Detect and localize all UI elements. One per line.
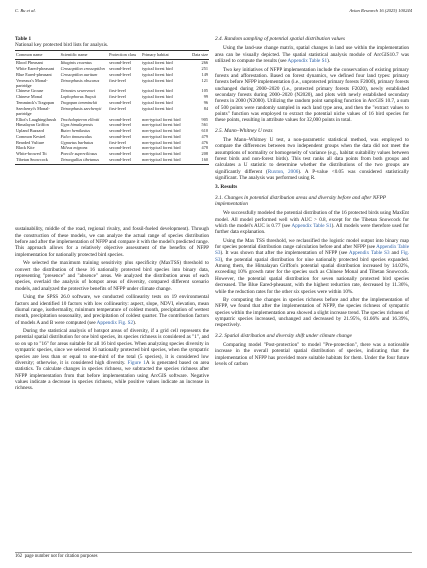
cell-scientific-name: Buteo hemilasius: [60, 128, 91, 134]
paragraph: [215, 238, 409, 295]
cell-scientific-name: Tetraophasis szechenyii: [60, 105, 102, 111]
running-header-authors: C. Bu et al.: [15, 8, 36, 13]
cell-protection-class: second-level: [109, 151, 131, 157]
text-run: During the statistical analysis of hotspot areas of diversity, if a grid cell represents the potential spatial distribution for one bird species, its species richness is considered as "1", and so on up to "16" for areas suitable for all 16 bird species. When analyzing species diversity in sympatric species, since we selected 16 nationally protected bird species, when the sympatric species are less than or equal to one-third of the total (5 species), it is considered low diversity; otherwise, it is considered high diversity.: [15, 328, 209, 366]
footer: [15, 554, 97, 559]
section-heading: 3.1. Changes in potential distribution areas and diversity before and after NFPP implementation: [215, 194, 386, 207]
running-header-journal: Avian Research 16 (2025) 100244: [349, 8, 412, 13]
paragraph: Comparing model "Post-protection" to model "Pre-protection", there was a noticeable increase in the overall potential spatial distribution of species, indicating that the implementation of NFPP has provided more suitable habitats for them. Under the four future levels of carbon: [215, 342, 409, 368]
cell-protection-class: second-level: [108, 157, 141, 165]
cell-data-size: 266: [201, 60, 208, 66]
cell-primary-habitat: typical forest bird: [142, 66, 173, 72]
paragraph: [15, 328, 209, 391]
appendix-link[interactable]: Appendix Table S3: [348, 250, 390, 257]
cell-protection-class: second-level: [109, 145, 131, 151]
cell-data-size: 251: [201, 66, 208, 72]
right-column: [215, 36, 409, 370]
cell-common-name: Bearded Vulture: [16, 139, 45, 145]
text-run: Using the land-use change matrix, spatial changes in land use within the implementation area can be visually depicted. The spatial statistical analysis module of ArcGIS10.7 was utilized to compute the results (see: [215, 45, 409, 64]
footer-divider: [15, 552, 412, 553]
cell-scientific-name: Poecile superciliosus: [60, 151, 98, 157]
section-heading: 2.4. Random sampling of potential spatial distribution values: [215, 36, 345, 42]
cell-primary-habitat: non-typical forest bird: [142, 133, 181, 139]
cell-scientific-name: Crossoptilon auritum: [60, 71, 98, 77]
cell-primary-habitat: typical forest bird: [142, 105, 173, 111]
cell-data-size: 149: [201, 71, 208, 77]
cell-common-name: Chinese Monal: [16, 94, 43, 100]
cell-protection-class: first-level: [109, 77, 126, 83]
table-row: [15, 157, 209, 165]
text-run: ), the potential spatial distribution for nine nationally protected bird species expanded. Among them, the Himalayan Griffon's potential spatial distribution increased by 14.02%, exceeding 10% growth rater for the species such as Chinese Monal and Tibetan Snowcock. However, the potential spatial distribution for seven nationally protected bird species decreased. The Blue Eared-pheasant, with the highest reduction rate, decreased by 11.36%, while the reduction rates for the other six species were within 10%.: [215, 256, 409, 295]
cell-common-name: Upland Buzzard: [16, 128, 45, 134]
cell-primary-habitat: non-typical forest bird: [142, 151, 181, 157]
cell-data-size: 478: [201, 145, 208, 151]
cell-scientific-name: Tetraophasis obscurus: [60, 77, 100, 83]
cell-scientific-name: Trochalopteron elliotii: [60, 116, 100, 122]
paragraph: sustainability, middle of the road, regional rivalry, and fossil-fueled development). Through the construction of these models, we can analyze the actual range of species distribution before and after the implementation of NFPP and compare it with the model's predicted range. This approach allows for a relatively objective assessment of the benefits of NFPP implementation for nationally protected bird species.: [15, 226, 209, 258]
cell-common-name: Tibetan Snowcock: [15, 157, 60, 165]
paragraph: [215, 137, 409, 181]
cell-common-name: White-browed Tit: [16, 151, 47, 157]
table-row: [15, 139, 209, 145]
cell-protection-class: second-level: [109, 122, 131, 128]
text-run: Using the SPSS 26.0 software, we conducted collinearity tests on 19 environmental factors and identified 10 factors with low collinearity: aspect, slope, NDVI, elevation, mean diurnal range, isothermality, minimum temperature of coldest month, precipitation of wettest month, precipitation seasonality, and precipitation of coldest quarter. The contribution factors of models A and B were computed (see: [15, 294, 209, 326]
cell-data-size: 105: [201, 88, 208, 94]
page-number: 162: [15, 554, 23, 559]
col-header-common-name: Common name: [15, 51, 60, 60]
footer-note: page number not for citation purposes: [24, 554, 98, 559]
cell-protection-class: first-level: [109, 94, 126, 100]
cell-primary-habitat: non-typical forest bird: [142, 128, 181, 134]
cell-common-name: White Eared-pheasant: [16, 66, 55, 72]
cell-common-name: Chinese Grouse: [16, 88, 44, 94]
paragraph: [15, 294, 209, 326]
citation-link[interactable]: Ruxton, 2006: [267, 168, 299, 175]
table-container: [15, 50, 209, 221]
cell-data-size: 99: [203, 94, 208, 100]
section-heading: 2.5. Mann–Whitney U tests: [215, 127, 273, 134]
table-row: [15, 116, 209, 122]
cell-protection-class: second-level: [109, 99, 131, 105]
cell-common-name: Szechenyi's Monal-partridge: [16, 105, 50, 116]
cell-scientific-name: Milvus migrans: [60, 145, 88, 151]
paragraph: Two key initiatives of NFPP implementation include the conservation of existing primary forests and afforestation. Based on forest dynamics, we defined four land types: primary forests before NFPP implementation (i.e., unprotected primary forests F2000), primary forests unchanged during 2000–2020 (i.e., protected primary forests F2020), newly established secondary forests during 2000–2020 (N2020), and plots with newly established secondary forests in 2000 (N2000). Utilizing the random point sampling function in ArcGIS 10.7, a sum of 500 points were randomly sampled in each land type area, and then the "extract values to points" function was employed to extract the potential niche values of 16 bird species for these points, resulting in attribute values for 32,000 points in total.: [215, 66, 409, 124]
section-heading: 3. Results: [215, 184, 238, 191]
cell-common-name: Himalayan Griffon: [16, 122, 49, 128]
cell-common-name: Blue Eared-pheasant: [16, 71, 52, 77]
table-body: [15, 59, 209, 164]
cell-common-name: Common Kestrel: [16, 133, 46, 139]
cell-protection-class: second-level: [109, 66, 131, 72]
col-header-data-size: Data size: [184, 51, 209, 60]
cell-common-name: Verreaux's Monal-partridge: [16, 77, 48, 88]
cell-common-name: Black Kite: [16, 145, 35, 151]
text-run: We successfully modeled the potential distribution of the 16 protected birds using MaxEnt model. All model performed well with AUC > 0.8, except for the Tibetan Snowcock for which the model's AUC is 0.77 (see: [215, 210, 409, 229]
cell-scientific-name: Tragopan temminckii: [60, 99, 98, 105]
table-row: [15, 122, 209, 128]
appendix-link[interactable]: Appendix Table S1: [291, 222, 332, 229]
cell-data-size: 160: [184, 157, 209, 165]
table-caption: National key protected bird lists for analysis.: [15, 42, 109, 49]
cell-scientific-name: Lophophorus lhuysii: [60, 94, 97, 100]
bird-species-table: [15, 50, 209, 165]
cell-scientific-name: Crossoptilon crossoptilon: [60, 66, 105, 72]
table-row: [15, 151, 209, 157]
cell-primary-habitat: non-typical forest bird: [142, 122, 181, 128]
cell-primary-habitat: typical forest bird: [142, 60, 173, 66]
cell-common-name: Elliot's Laughingthrush: [16, 116, 57, 122]
cell-common-name: Blood Pheasant: [16, 60, 43, 66]
cell-scientific-name: Gyps himalayensis: [60, 122, 93, 128]
paragraph: [215, 45, 409, 64]
cell-scientific-name: Tetraogallus tibetanus: [60, 157, 109, 165]
paragraph: [215, 210, 409, 235]
cell-data-size: 479: [201, 133, 208, 139]
cell-data-size: 208: [201, 151, 208, 157]
cell-data-size: 121: [201, 77, 208, 83]
cell-primary-habitat: non-typical forest bird: [142, 139, 181, 145]
cell-primary-habitat: typical forest bird: [142, 77, 173, 83]
figure-link[interactable]: Figure 1: [127, 359, 146, 366]
col-header-scientific-name: Scientific name: [60, 51, 109, 60]
section-heading: 3.2. Spatial distribution and diversity shift under climate change: [215, 332, 352, 339]
table-row: [15, 77, 209, 88]
text-run: ).: [327, 57, 331, 64]
cell-protection-class: second-level: [109, 128, 131, 134]
cell-primary-habitat: typical forest bird: [142, 88, 173, 94]
cell-data-size: 905: [201, 116, 208, 122]
cell-protection-class: second-level: [109, 116, 131, 122]
text-run: ). It was shown that after the implementation of NFPP (see: [220, 250, 349, 257]
cell-data-size: 476: [201, 139, 208, 145]
cell-protection-class: second-level: [109, 60, 131, 66]
text-run: and: [389, 250, 401, 257]
cell-data-size: 610: [201, 128, 208, 134]
text-run: The Mann–Whitney U test, a non-parametric statistical method, was employed to compare the differences between two independent groups when the data did not meet the assumptions of normality or homogeneity of variance (e.g., habitat suitability values between forest birds and non-forest birds). This test ranks all data points from both groups and calculates a U statistic to determine whether the distributions of the two groups are significantly different (: [215, 136, 409, 175]
col-header-protection-class: Protection class: [108, 51, 141, 60]
cell-data-size: 561: [201, 122, 208, 128]
appendix-link[interactable]: Appendix Table S3: [215, 244, 409, 257]
cell-data-size: 96: [203, 99, 208, 105]
cell-primary-habitat: typical forest bird: [142, 71, 173, 77]
cell-scientific-name: Ithaginis cruentus: [60, 60, 92, 66]
cell-protection-class: first-level: [109, 88, 126, 94]
cell-scientific-name: Falco tinnunculus: [60, 133, 92, 139]
left-column: [15, 36, 209, 394]
text-run: A is generated based on area statistics. To calculate changes in species richness, we subtracted the species richness after NFPP implementation from that before implementation using ArcGIS software. Negative values indicate a decrease in species richness, while positive values indicate an increase in richness.: [15, 359, 209, 392]
cell-protection-class: first-level: [109, 105, 126, 111]
cell-common-name: Temminck's Tragopan: [16, 99, 55, 105]
cell-scientific-name: Gypaetus barbatus: [60, 139, 94, 145]
cell-protection-class: first-level: [109, 139, 126, 145]
cell-primary-habitat: non-typical forest bird: [142, 145, 181, 151]
cell-protection-class: second-level: [109, 133, 131, 139]
text-run: Using the Max TSS threshold, we reclassified the logistic model output into binary map for species potential distribution range calculation before and after NFPP (see: [215, 237, 409, 251]
cell-primary-habitat: non-typical forest bird: [142, 116, 181, 122]
col-header-primary-habitat: Primary habitat: [141, 51, 184, 60]
appendix-link[interactable]: Appendix Fig. S2: [96, 319, 134, 326]
table-row: [15, 134, 209, 140]
table-title: Table 1: [15, 36, 32, 42]
text-run: ).: [133, 319, 137, 326]
figure-link[interactable]: Fig. S3: [215, 250, 409, 263]
appendix-link[interactable]: Appendix Table S1: [287, 57, 328, 64]
cell-scientific-name: Tetrastes sewerzowi: [60, 88, 95, 94]
cell-primary-habitat: non-typical forest bird: [141, 157, 184, 165]
paragraph: By computing the changes in species richness before and after the implementation of NFPP, we found that after the implementation of NFPP, the species richness of sympatric species within the implementation area showed a slight increase trend. The species richness of sympatric species increased, unchanged and decreased by 21.95%, 61.66% and 16.39%, respectively.: [215, 297, 409, 329]
text-run: ). All models were therefore used for further data explanation.: [215, 222, 409, 236]
cell-primary-habitat: typical forest bird: [142, 99, 173, 105]
cell-data-size: 84: [203, 105, 208, 111]
paragraph: We selected the maximum training sensitivity plus specificity (MaxTSS) threshold to convert the distribution of these 16 nationally protected bird species into binary data, representing "presence" and "absence" areas. We analyzed the distribution areas of each species, overlaid the analysis of hotspot areas of diversity, compared different scenario models, and analyzed the protective benefits of NFPP under climate change.: [15, 260, 209, 292]
text-run: ). A P-value <0.05 was considered statistically significant. The analysis was performed using R.: [215, 168, 409, 181]
cell-protection-class: second-level: [109, 71, 131, 77]
table-row: [15, 105, 209, 116]
table-header-row: [15, 51, 209, 60]
cell-primary-habitat: typical forest bird: [142, 94, 173, 100]
